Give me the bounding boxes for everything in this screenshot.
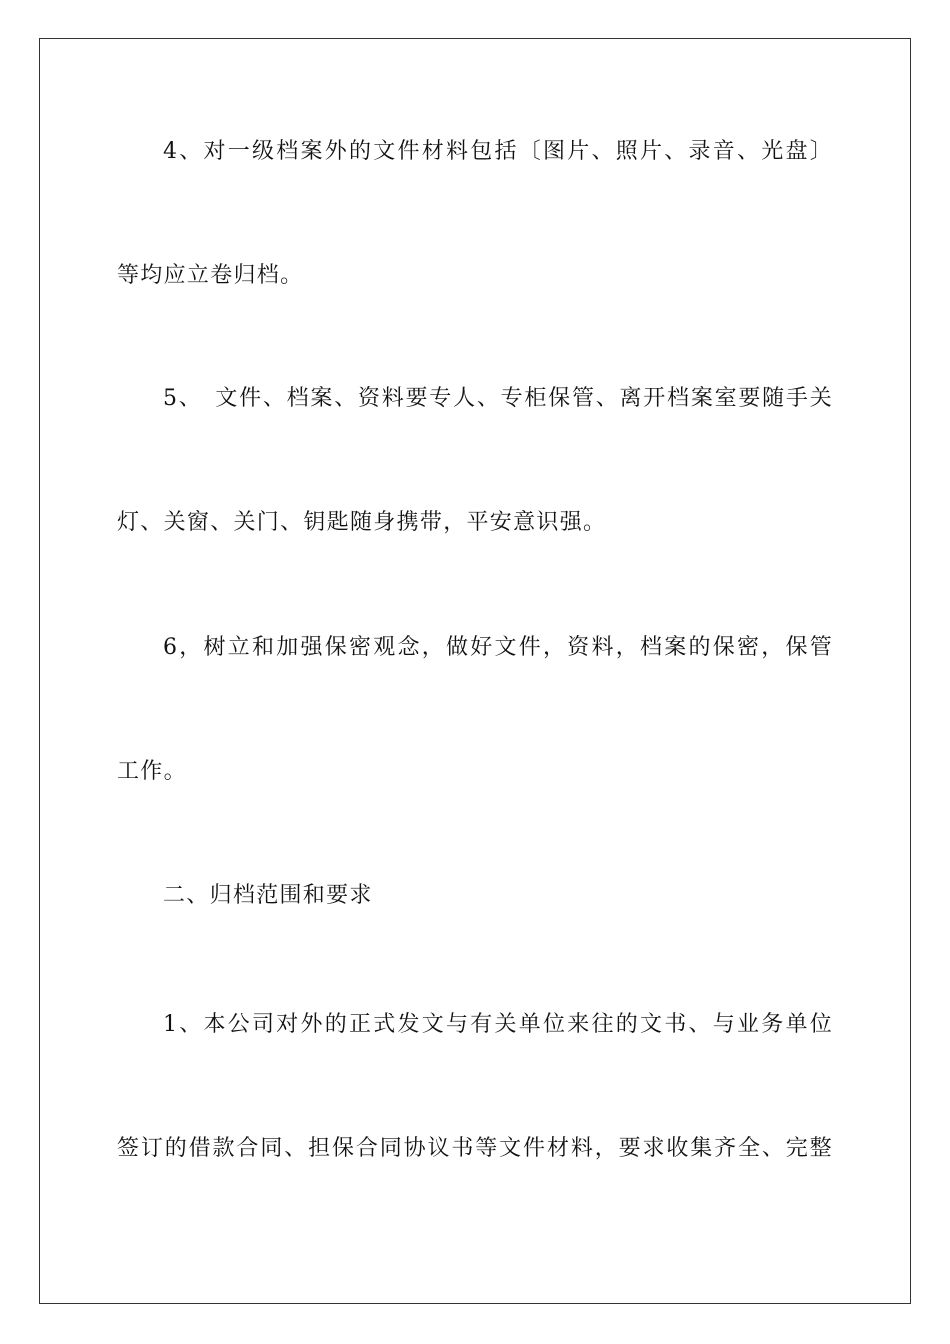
paragraph-4-line-2: 等均应立卷归档。 xyxy=(117,263,304,288)
section-heading: 二、归档范围和要求 xyxy=(163,883,373,908)
paragraph-5-line-1: 5、 文件、档案、资料要专人、专柜保管、离开档案室要随手关 xyxy=(163,386,833,411)
paragraph-1-line-2: 签订的借款合同、担保合同协议书等文件材料，要求收集齐全、完整 xyxy=(117,1136,833,1161)
paragraph-1-line-1: 1、本公司对外的正式发文与有关单位来往的文书、与业务单位 xyxy=(163,1012,833,1037)
paragraph-6-line-2: 工作。 xyxy=(117,759,187,784)
paragraph-4-line-1: 4、对一级档案外的文件材料包括〔图片、照片、录音、光盘〕 xyxy=(163,139,833,164)
page-border xyxy=(39,38,911,1304)
paragraph-5-line-2: 灯、关窗、关门、钥匙随身携带，平安意识强。 xyxy=(117,510,607,535)
paragraph-6-line-1: 6，树立和加强保密观念，做好文件，资料，档案的保密，保管 xyxy=(163,635,833,660)
